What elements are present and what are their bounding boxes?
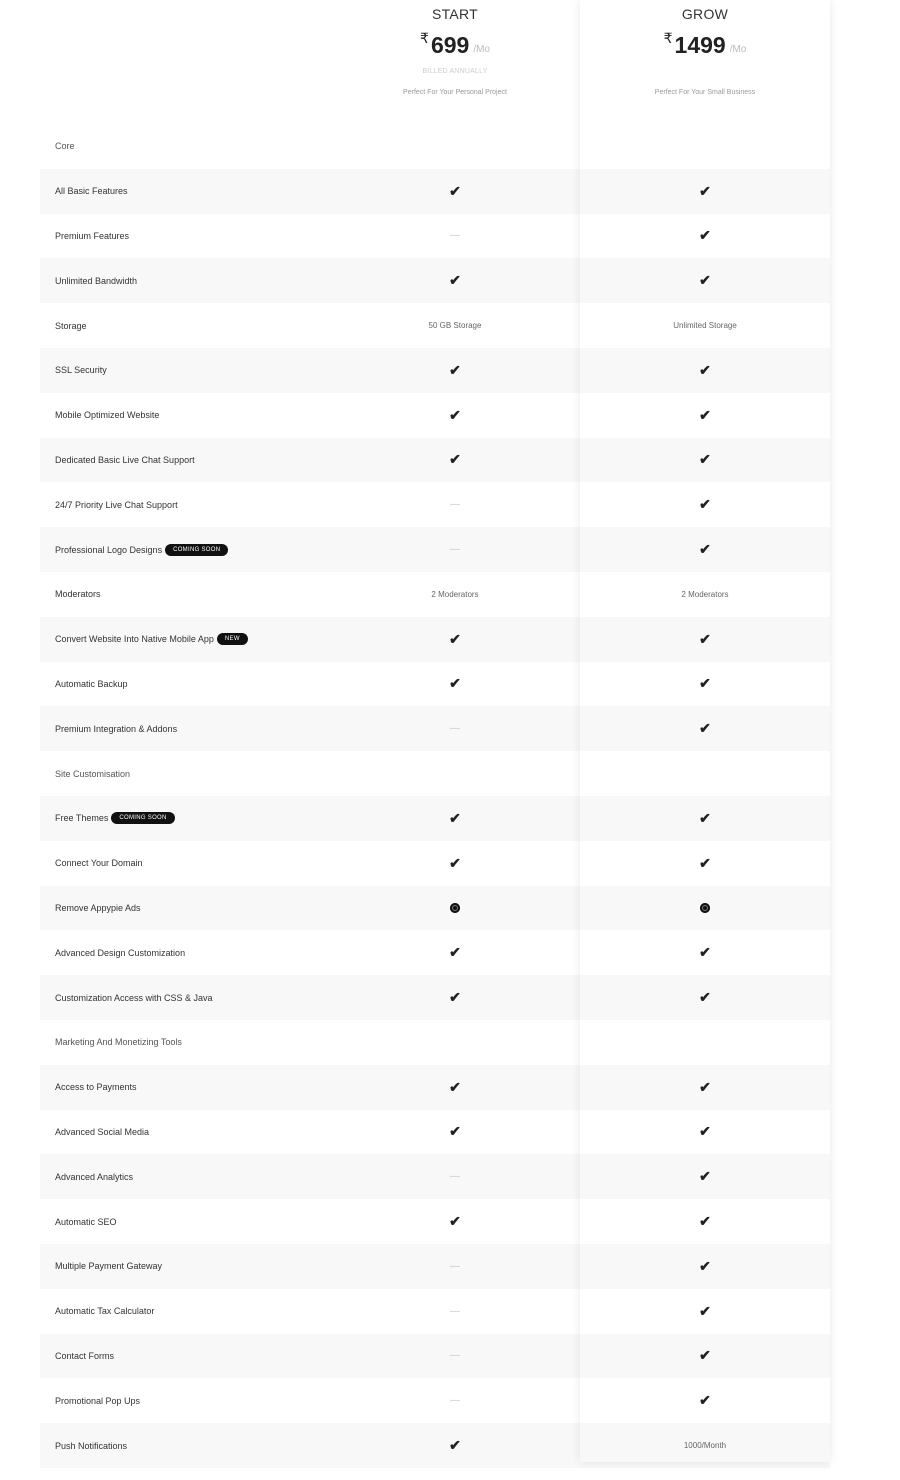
- check-icon: ✔: [699, 406, 711, 423]
- feature-row: [40, 930, 830, 975]
- feature-label: [40, 1396, 330, 1406]
- feature-label: [40, 365, 330, 375]
- cell-start: [330, 1306, 580, 1317]
- plan-grow-header: [580, 0, 830, 96]
- feature-row: [40, 348, 830, 393]
- check-icon: ✔: [699, 1257, 711, 1274]
- cell-start: [330, 1171, 580, 1182]
- check-icon: ✔: [699, 451, 711, 468]
- feature-row: [40, 1065, 830, 1110]
- feature-label: [40, 455, 330, 465]
- feature-label: [40, 1127, 330, 1137]
- feature-label: [40, 1441, 330, 1451]
- feature-row: [40, 662, 830, 707]
- feature-row: [40, 706, 830, 751]
- cell-grow: [580, 810, 830, 827]
- feature-label-text: Mobile Optimized Website: [55, 410, 160, 421]
- cell-start: [330, 230, 580, 241]
- feature-label: [40, 276, 330, 286]
- check-icon: ✔: [699, 1302, 711, 1319]
- dash-icon: —: [450, 1171, 460, 1183]
- feature-label: [40, 1351, 330, 1361]
- cell-start: [330, 1213, 580, 1230]
- feature-label: [40, 993, 330, 1003]
- cell-grow: [580, 496, 830, 513]
- feature-label: [40, 410, 330, 420]
- cell-grow: [580, 1168, 830, 1185]
- cell-start: [330, 1437, 580, 1454]
- check-icon: ✔: [699, 675, 711, 692]
- cell-grow: [580, 631, 830, 648]
- feature-row: [40, 1378, 830, 1423]
- cell-start: [330, 362, 580, 379]
- feature-label-text: Connect Your Domain: [55, 858, 143, 869]
- feature-row: [40, 886, 830, 931]
- feature-label: [40, 948, 330, 958]
- cell-grow: [580, 944, 830, 961]
- section-label: [40, 769, 330, 779]
- dash-icon: —: [450, 230, 460, 242]
- cell-start: [330, 989, 580, 1006]
- cell-start: [330, 1123, 580, 1140]
- dash-icon: —: [450, 544, 460, 556]
- check-icon: ✔: [699, 1123, 711, 1140]
- cell-start: [330, 810, 580, 827]
- cell-start: [330, 272, 580, 289]
- feature-comparison-table: [40, 124, 830, 1468]
- cell-grow: [580, 227, 830, 244]
- section-label: [40, 1037, 330, 1047]
- feature-label: [40, 1082, 330, 1092]
- cell-grow: [580, 272, 830, 289]
- feature-label: [40, 321, 330, 331]
- feature-row: [40, 975, 830, 1020]
- price-line: [330, 28, 580, 62]
- price-period: /Mo: [473, 44, 490, 55]
- dot-icon: [450, 903, 460, 913]
- price-line: [580, 28, 830, 62]
- cell-start: [330, 1261, 580, 1272]
- feature-label-text: Advanced Social Media: [55, 1126, 150, 1137]
- cell-grow: [580, 321, 830, 330]
- feature-badge: NEW: [217, 633, 248, 645]
- feature-label-text: 24/7 Priority Live Chat Support: [55, 499, 178, 510]
- check-icon: ✔: [699, 809, 711, 826]
- cell-start: [330, 451, 580, 468]
- feature-label-text: Automatic Backup: [55, 678, 128, 689]
- check-icon: ✔: [699, 227, 711, 244]
- check-icon: ✔: [449, 854, 461, 871]
- billing-note: BILLED ANNUALLY: [422, 68, 488, 75]
- feature-label: [40, 679, 330, 689]
- feature-row: [40, 1110, 830, 1155]
- feature-label: [40, 812, 330, 824]
- feature-label-text: Automatic Tax Calculator: [55, 1306, 155, 1317]
- dash-icon: —: [450, 1395, 460, 1407]
- plan-tagline: Perfect For Your Small Business: [654, 89, 756, 96]
- cell-value: 2 Moderators: [681, 589, 729, 599]
- feature-row: [40, 1423, 830, 1468]
- feature-row: [40, 1289, 830, 1334]
- section-header-row: [40, 1020, 830, 1065]
- feature-label: [40, 231, 330, 241]
- feature-label-text: Customization Access with CSS & Java: [55, 992, 213, 1003]
- feature-label-text: Contact Forms: [55, 1350, 115, 1361]
- feature-label-text: SSL Security: [55, 365, 107, 376]
- cell-start: [330, 183, 580, 200]
- cell-grow: [580, 362, 830, 379]
- feature-label: [40, 589, 330, 599]
- feature-label: [40, 858, 330, 868]
- check-icon: ✔: [699, 1168, 711, 1185]
- feature-label-text: Site Customisation: [55, 768, 131, 779]
- check-icon: ✔: [449, 182, 461, 199]
- dash-icon: —: [450, 723, 460, 735]
- feature-row: [40, 617, 830, 662]
- section-header-row: [40, 124, 830, 169]
- cell-grow: [580, 1258, 830, 1275]
- check-icon: ✔: [699, 630, 711, 647]
- section-header-row: [40, 751, 830, 796]
- cell-start: [330, 855, 580, 872]
- cell-grow: [580, 1392, 830, 1409]
- feature-label-text: Convert Website Into Native Mobile App: [55, 634, 214, 645]
- cell-grow: [580, 407, 830, 424]
- check-icon: ✔: [449, 272, 461, 289]
- plan-price: 699: [430, 32, 470, 58]
- dot-icon: [700, 903, 710, 913]
- cell-start: [330, 590, 580, 599]
- pricing-header: [0, 0, 900, 125]
- check-icon: ✔: [449, 361, 461, 378]
- section-label: [40, 141, 330, 151]
- cell-start: [330, 407, 580, 424]
- feature-label-text: Professional Logo Designs: [55, 544, 163, 555]
- feature-label: [40, 1261, 330, 1271]
- check-icon: ✔: [699, 182, 711, 199]
- feature-row: [40, 527, 830, 572]
- check-icon: ✔: [699, 541, 711, 558]
- feature-label-text: Premium Integration & Addons: [55, 723, 178, 734]
- check-icon: ✔: [699, 1078, 711, 1095]
- check-icon: ✔: [699, 989, 711, 1006]
- feature-row: [40, 572, 830, 617]
- feature-row: [40, 393, 830, 438]
- check-icon: ✔: [449, 989, 461, 1006]
- price-period: /Mo: [729, 44, 747, 55]
- cell-grow: [580, 989, 830, 1006]
- check-icon: ✔: [449, 809, 461, 826]
- dash-icon: —: [450, 1305, 460, 1317]
- cell-start: [330, 723, 580, 734]
- plan-price: 1499: [674, 32, 726, 58]
- feature-row: [40, 841, 830, 886]
- cell-grow: [580, 451, 830, 468]
- check-icon: ✔: [699, 944, 711, 961]
- currency-symbol: ₹: [420, 30, 429, 46]
- feature-row: [40, 169, 830, 214]
- feature-label-text: Push Notifications: [55, 1440, 128, 1451]
- cell-value: Unlimited Storage: [673, 321, 737, 331]
- check-icon: ✔: [449, 1123, 461, 1140]
- cell-grow: [580, 903, 830, 913]
- dash-icon: —: [450, 499, 460, 511]
- currency-symbol: ₹: [663, 30, 673, 46]
- cell-start: [330, 544, 580, 555]
- feature-row: [40, 1244, 830, 1289]
- feature-label-text: Multiple Payment Gateway: [55, 1261, 163, 1272]
- feature-label-text: Remove Appypie Ads: [55, 902, 141, 913]
- plan-start-header: [330, 0, 580, 96]
- feature-row: [40, 796, 830, 841]
- feature-label-text: Moderators: [55, 589, 101, 600]
- feature-label-text: Core: [55, 141, 75, 152]
- check-icon: ✔: [449, 630, 461, 647]
- feature-label: [40, 500, 330, 510]
- feature-label-text: Storage: [55, 320, 87, 331]
- feature-label-text: Access to Payments: [55, 1082, 137, 1093]
- check-icon: ✔: [699, 1392, 711, 1409]
- cell-grow: [580, 855, 830, 872]
- feature-badge: COMING SOON: [165, 544, 228, 556]
- cell-grow: [580, 675, 830, 692]
- feature-label-text: Advanced Analytics: [55, 1171, 134, 1182]
- feature-label: [40, 633, 330, 645]
- check-icon: ✔: [449, 1213, 461, 1230]
- cell-grow: [580, 1441, 830, 1450]
- feature-row: [40, 482, 830, 527]
- feature-row: [40, 1334, 830, 1379]
- feature-label-text: Free Themes: [55, 813, 109, 824]
- cell-start: [330, 675, 580, 692]
- feature-label: [40, 724, 330, 734]
- cell-grow: [580, 1123, 830, 1140]
- cell-start: [330, 903, 580, 913]
- cell-value: 50 GB Storage: [428, 321, 482, 331]
- check-icon: ✔: [699, 361, 711, 378]
- check-icon: ✔: [449, 451, 461, 468]
- feature-row: [40, 1154, 830, 1199]
- plan-tagline: Perfect For Your Personal Project: [403, 89, 507, 96]
- dash-icon: —: [450, 1260, 460, 1272]
- check-icon: ✔: [449, 1078, 461, 1095]
- feature-label-text: Dedicated Basic Live Chat Support: [55, 454, 195, 465]
- cell-start: [330, 944, 580, 961]
- cell-start: [330, 1079, 580, 1096]
- check-icon: ✔: [699, 720, 711, 737]
- feature-row: [40, 214, 830, 259]
- feature-label: [40, 1217, 330, 1227]
- check-icon: ✔: [449, 944, 461, 961]
- cell-grow: [580, 183, 830, 200]
- check-icon: ✔: [449, 406, 461, 423]
- feature-row: [40, 438, 830, 483]
- feature-label: [40, 1172, 330, 1182]
- feature-label-text: All Basic Features: [55, 186, 128, 197]
- cell-start: [330, 321, 580, 330]
- feature-row: [40, 1199, 830, 1244]
- feature-label: [40, 544, 330, 556]
- cell-grow: [580, 1303, 830, 1320]
- feature-label-text: Promotional Pop Ups: [55, 1395, 141, 1406]
- cell-start: [330, 631, 580, 648]
- feature-label-text: Automatic SEO: [55, 1216, 117, 1227]
- check-icon: ✔: [449, 1437, 461, 1453]
- cell-grow: [580, 590, 830, 599]
- cell-start: [330, 1395, 580, 1406]
- feature-row: [40, 303, 830, 348]
- cell-grow: [580, 1079, 830, 1096]
- cell-value: 1000/Month: [683, 1441, 727, 1450]
- plan-name: START: [431, 6, 479, 22]
- check-icon: ✔: [699, 1213, 711, 1230]
- feature-label: [40, 186, 330, 196]
- check-icon: ✔: [699, 854, 711, 871]
- cell-grow: [580, 720, 830, 737]
- feature-label: [40, 1306, 330, 1316]
- feature-label-text: Premium Features: [55, 230, 130, 241]
- cell-grow: [580, 1213, 830, 1230]
- feature-label-text: Advanced Design Customization: [55, 947, 186, 958]
- dash-icon: —: [450, 1350, 460, 1362]
- feature-row: [40, 258, 830, 303]
- feature-label-text: Marketing And Monetizing Tools: [55, 1037, 182, 1048]
- check-icon: ✔: [699, 272, 711, 289]
- check-icon: ✔: [449, 675, 461, 692]
- check-icon: ✔: [699, 1347, 711, 1364]
- feature-badge: COMING SOON: [111, 812, 174, 824]
- cell-grow: [580, 1347, 830, 1364]
- cell-grow: [580, 541, 830, 558]
- feature-label-text: Unlimited Bandwidth: [55, 275, 138, 286]
- feature-label: [40, 903, 330, 913]
- plan-name: GROW: [681, 6, 729, 22]
- check-icon: ✔: [699, 496, 711, 513]
- cell-start: [330, 499, 580, 510]
- cell-value: 2 Moderators: [431, 589, 479, 599]
- cell-start: [330, 1350, 580, 1361]
